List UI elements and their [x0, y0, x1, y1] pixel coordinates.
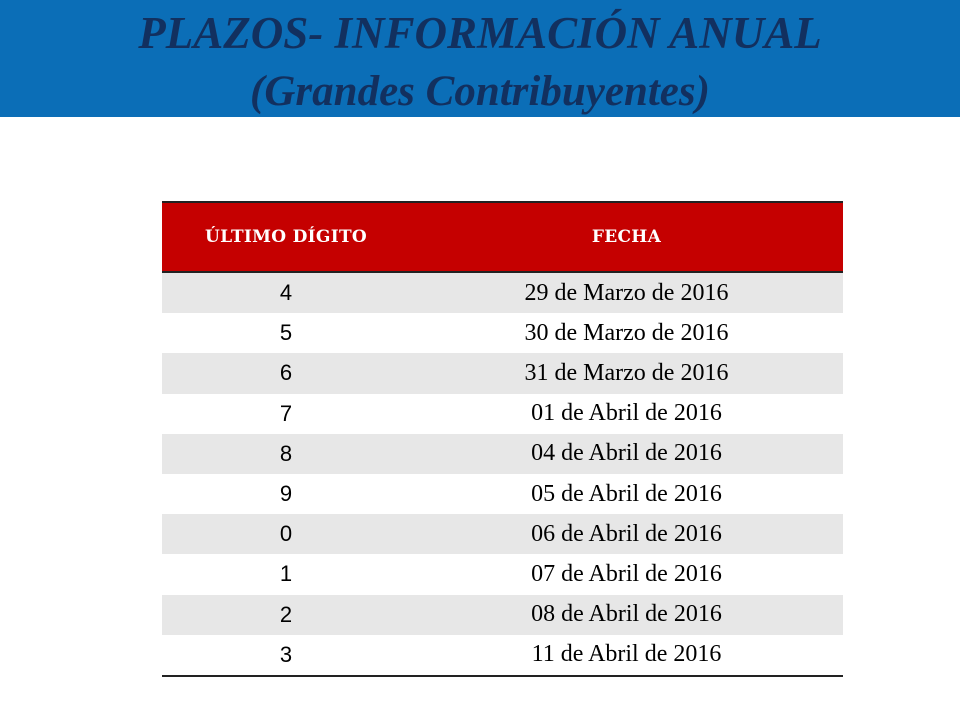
last-digit-cell: 6: [162, 353, 410, 393]
date-cell: 04 de Abril de 2016: [410, 434, 843, 474]
table-body: [162, 272, 843, 676]
table-row: [162, 434, 843, 474]
date-cell: 01 de Abril de 2016: [410, 394, 843, 434]
table-row: [162, 394, 843, 434]
date-cell: 29 de Marzo de 2016: [410, 272, 843, 313]
last-digit-cell: 7: [162, 394, 410, 434]
last-digit-cell: 8: [162, 434, 410, 474]
table-row: [162, 514, 843, 554]
last-digit-cell: 5: [162, 313, 410, 353]
date-cell: 30 de Marzo de 2016: [410, 313, 843, 353]
table-header-row: [162, 202, 843, 272]
date-cell: 08 de Abril de 2016: [410, 595, 843, 635]
last-digit-cell: 3: [162, 635, 410, 676]
date-cell: 05 de Abril de 2016: [410, 474, 843, 514]
table-row: [162, 313, 843, 353]
title-line-2: (Grandes Contribuyentes): [250, 68, 710, 115]
date-cell: 11 de Abril de 2016: [410, 635, 843, 676]
last-digit-cell: 4: [162, 272, 410, 313]
table-row: [162, 635, 843, 676]
last-digit-cell: 0: [162, 514, 410, 554]
table-row: [162, 353, 843, 393]
last-digit-cell: 1: [162, 554, 410, 594]
deadline-table-container: [162, 201, 843, 677]
last-digit-cell: 2: [162, 595, 410, 635]
table-row: [162, 595, 843, 635]
last-digit-cell: 9: [162, 474, 410, 514]
column-header-last-digit: ÚLTIMO DÍGITO: [162, 202, 410, 272]
column-header-date: FECHA: [410, 202, 843, 272]
table-row: [162, 272, 843, 313]
title-line-1: PLAZOS- INFORMACIÓN ANUAL: [138, 8, 822, 58]
table-row: [162, 474, 843, 514]
date-cell: 31 de Marzo de 2016: [410, 353, 843, 393]
date-cell: 07 de Abril de 2016: [410, 554, 843, 594]
date-cell: 06 de Abril de 2016: [410, 514, 843, 554]
table-row: [162, 554, 843, 594]
deadline-table: [162, 201, 843, 677]
